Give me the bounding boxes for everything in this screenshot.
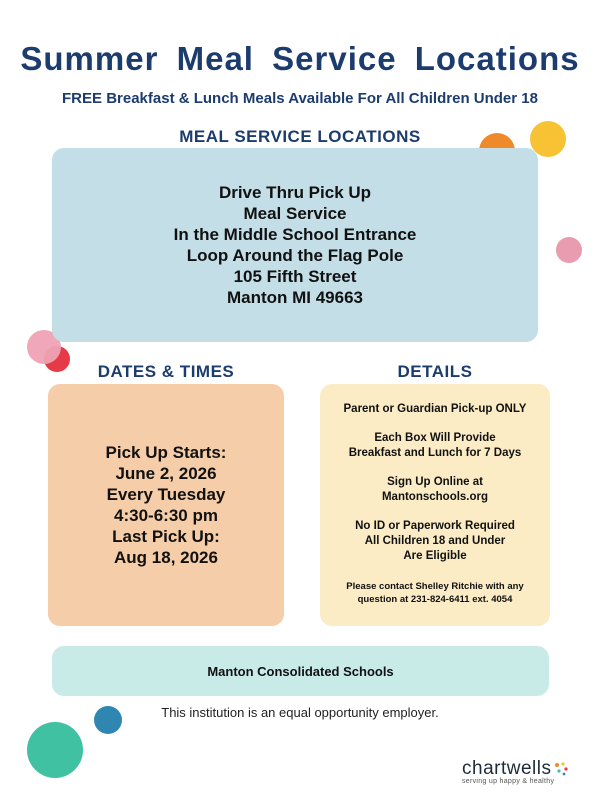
logo-wordmark: chartwells — [462, 758, 552, 779]
details-id-line: All Children 18 and Under — [364, 535, 506, 547]
details-heading: DETAILS — [397, 362, 473, 381]
dates-line: 4:30-6:30 pm — [114, 506, 218, 525]
details-box-line: Each Box Will Provide — [374, 432, 496, 444]
location-line: Manton MI 49663 — [226, 288, 364, 307]
details-id-line: Are Eligible — [403, 550, 467, 562]
details-box-line: Breakfast and Lunch for 7 Days — [348, 447, 522, 459]
page-title: Summer Meal Service Locations — [20, 40, 580, 77]
details-id-line: No ID or Paperwork Required — [355, 520, 515, 532]
decorative-circle-teal — [27, 722, 83, 778]
dates-line: Every Tuesday — [106, 485, 226, 504]
location-line: Meal Service — [243, 204, 347, 223]
school-name-box — [52, 646, 549, 696]
school-name: Manton Consolidated Schools — [207, 663, 394, 679]
decorative-circle-pink-right — [556, 237, 582, 263]
location-line: Loop Around the Flag Pole — [186, 246, 404, 265]
location-line: In the Middle School Entrance — [173, 225, 417, 244]
dates-line: June 2, 2026 — [115, 464, 217, 483]
details-guardian: Parent or Guardian Pick-up ONLY — [343, 403, 527, 415]
locations-box — [52, 148, 538, 342]
details-contact-line: Please contact Shelley Ritchie with any — [346, 581, 524, 592]
dates-heading: DATES & TIMES — [97, 362, 235, 381]
dates-line: Pick Up Starts: — [105, 443, 227, 462]
dates-box — [48, 384, 284, 626]
location-line: 105 Fifth Street — [233, 267, 357, 286]
eeo-statement: This institution is an equal opportunity employer. — [161, 705, 439, 720]
location-line: Drive Thru Pick Up — [218, 183, 372, 202]
details-signup-line: Sign Up Online at — [387, 476, 483, 488]
locations-heading: MEAL SERVICE LOCATIONS — [179, 127, 421, 146]
chartwells-logo — [462, 758, 582, 785]
logo-dots-icon — [553, 761, 569, 777]
logo-tagline: serving up happy & healthy — [462, 778, 555, 785]
details-contact-line: question at 231-824-6411 ext. 4054 — [357, 594, 513, 605]
details-box — [320, 384, 550, 626]
dates-line: Last Pick Up: — [112, 527, 220, 546]
details-signup-link[interactable]: Mantonschools.org — [381, 491, 489, 503]
dates-line: Aug 18, 2026 — [114, 548, 218, 567]
page-subtitle: FREE Breakfast & Lunch Meals Available For All Children Under 18 — [62, 90, 538, 107]
